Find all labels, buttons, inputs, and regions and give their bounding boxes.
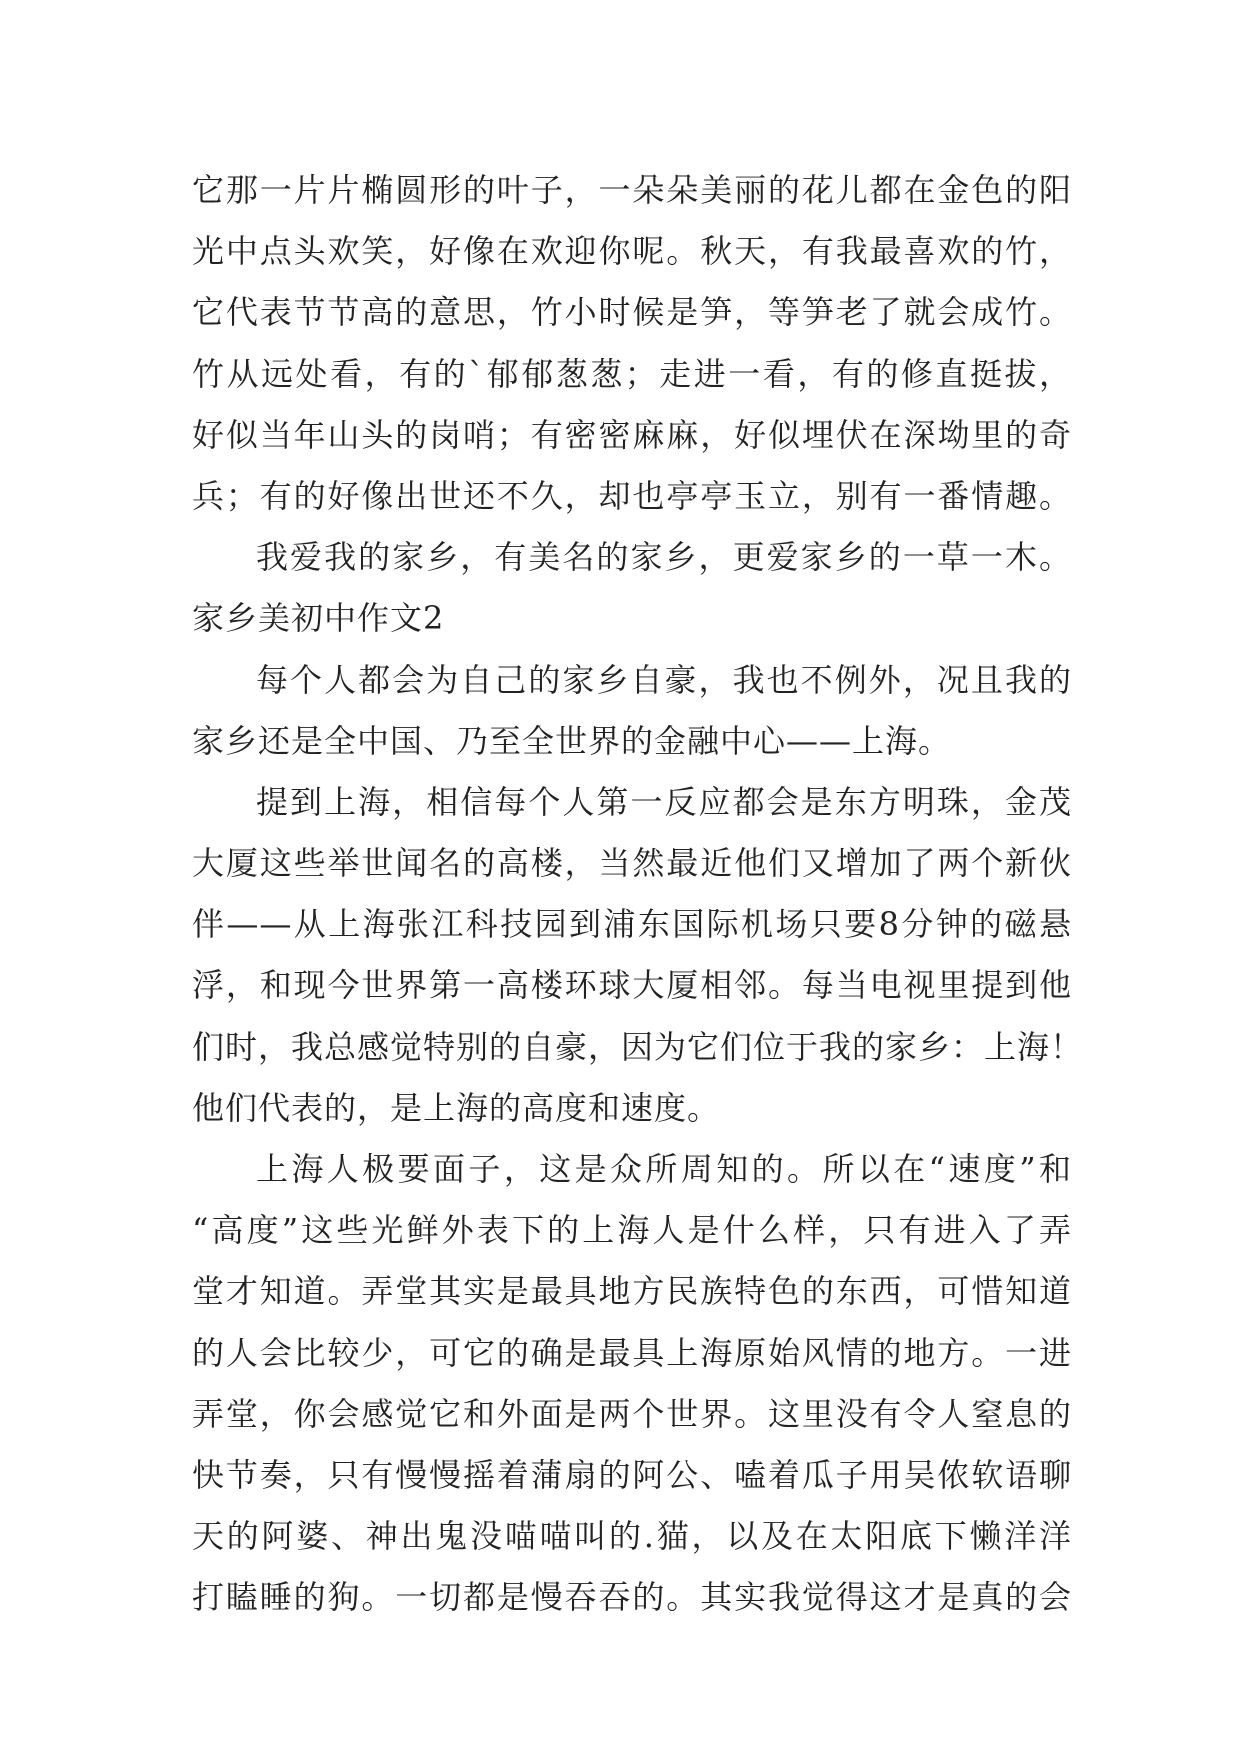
text-line: 伴——从上海张江科技园到浦东国际机场只要8分钟的磁悬 bbox=[192, 905, 1072, 944]
text-line: “高度”这些光鲜外表下的上海人是什么样，只有进入了弄 bbox=[192, 1211, 1072, 1250]
text-line: 快节奏，只有慢慢摇着蒲扇的阿公、嗑着瓜子用吴侬软语聊 bbox=[192, 1455, 1072, 1494]
text-line: 它那一片片椭圆形的叶子，一朵朵美丽的花儿都在金色的阳 bbox=[192, 171, 1072, 209]
text-line: 上海人极要面子，这是众所周知的。所以在“速度”和 bbox=[256, 1150, 1072, 1188]
text-line: 大厦这些举世闻名的高楼，当然最近他们又增加了两个新伙 bbox=[192, 844, 1072, 883]
text-line: 它代表节节高的意思，竹小时候是笋，等笋老了就会成竹。 bbox=[192, 293, 1072, 332]
text-line: 他们代表的，是上海的高度和速度。 bbox=[192, 1088, 721, 1127]
text-line: 我爱我的家乡，有美名的家乡，更爱家乡的一草一木。 bbox=[256, 538, 1072, 577]
text-line: 堂才知道。弄堂其实是最具地方民族特色的东西，可惜知道 bbox=[192, 1272, 1072, 1311]
text-line: 浮，和现今世界第一高楼环球大厦相邻。每当电视里提到他 bbox=[192, 966, 1072, 1005]
text-line: 弄堂，你会感觉它和外面是两个世界。这里没有令人窒息的 bbox=[192, 1394, 1072, 1433]
text-line: 的人会比较少，可它的确是最具上海原始风情的地方。一进 bbox=[192, 1333, 1072, 1372]
text-line: 好似当年山头的岗哨；有密密麻麻，好似埋伏在深坳里的奇 bbox=[192, 415, 1072, 454]
text-line: 每个人都会为自己的家乡自豪，我也不例外，况且我的 bbox=[256, 660, 1072, 699]
text-line: 家乡美初中作文2 bbox=[192, 599, 445, 638]
text-line: 提到上海，相信每个人第一反应都会是东方明珠，金茂 bbox=[256, 782, 1072, 821]
text-line: 天的阿婆、神出鬼没喵喵叫的.猫，以及在太阳底下懒洋洋 bbox=[192, 1517, 1072, 1556]
text-line: 家乡还是全中国、乃至全世界的金融中心——上海。 bbox=[192, 721, 952, 760]
text-line: 竹从远处看，有的`郁郁葱葱；走进一看，有的修直挺拔， bbox=[192, 354, 1072, 393]
text-line: 兵；有的好像出世还不久，却也亭亭玉立，别有一番情趣。 bbox=[192, 476, 1072, 515]
text-line: 打瞌睡的狗。一切都是慢吞吞的。其实我觉得这才是真的会 bbox=[192, 1578, 1072, 1617]
text-line: 光中点头欢笑，好像在欢迎你呢。秋天，有我最喜欢的竹， bbox=[192, 232, 1072, 271]
text-line: 们时，我总感觉特别的自豪，因为它们位于我的家乡：上海！ bbox=[192, 1027, 1084, 1066]
document-body bbox=[192, 160, 1084, 1629]
